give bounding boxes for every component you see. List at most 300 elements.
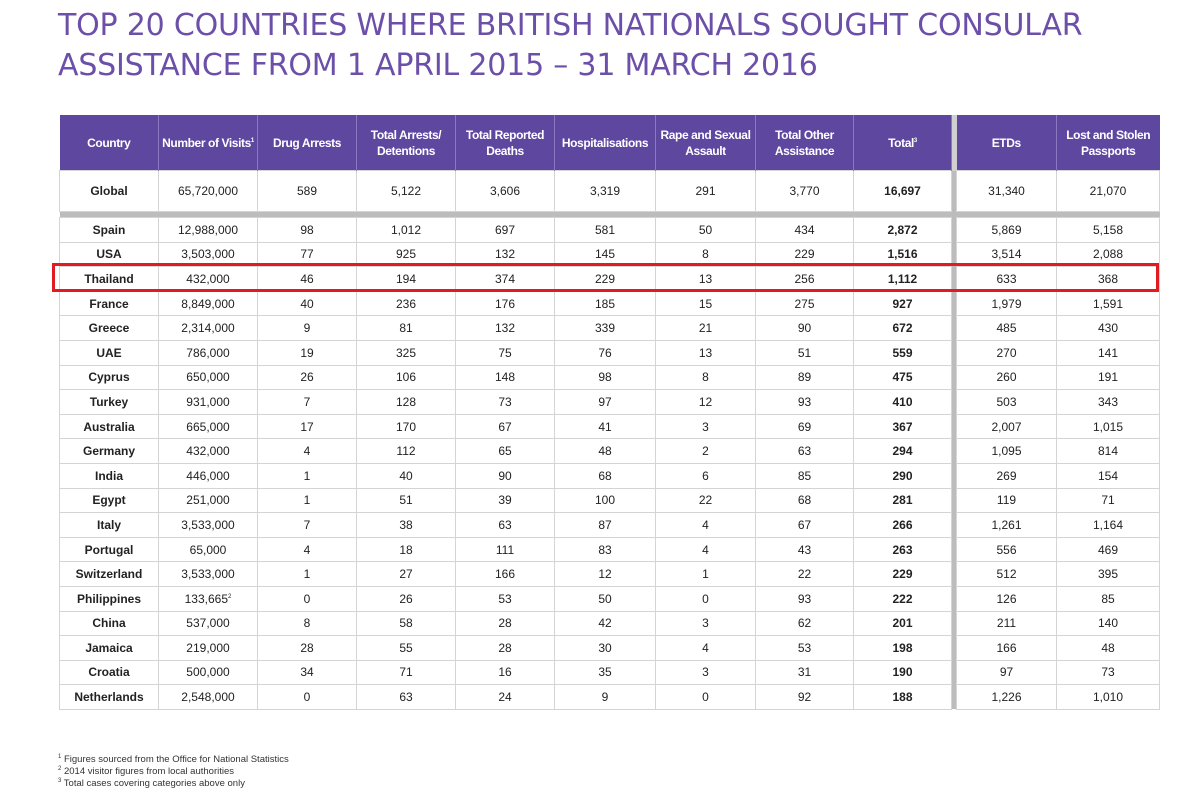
cell-value: 97 xyxy=(999,665,1014,680)
cell-total-other-assistance xyxy=(756,291,854,316)
cell-footnote-mark: 2 xyxy=(228,593,232,600)
cell-lost-and-stolen-passports xyxy=(1057,685,1160,710)
cell-value: Italy xyxy=(96,517,121,532)
footnote-text: Total cases covering categories above only xyxy=(61,778,245,789)
cell-total-other-assistance xyxy=(756,414,854,439)
cell-value: 201 xyxy=(892,616,913,631)
cell-value: 4 xyxy=(702,517,709,532)
table-row-croatia xyxy=(60,660,1160,685)
cell-value: 53 xyxy=(797,640,812,655)
cell-country xyxy=(60,636,159,661)
cell-etds xyxy=(957,685,1057,710)
cell-value: 12,988,000 xyxy=(177,222,239,237)
cell-number-of-visits xyxy=(159,636,258,661)
cell-value: 374 xyxy=(494,271,516,286)
cell-value: 430 xyxy=(1097,321,1119,336)
cell-total-other-assistance xyxy=(756,171,854,212)
header-etds xyxy=(957,115,1057,171)
cell-total xyxy=(854,291,952,316)
cell-value: 1,979 xyxy=(991,296,1022,311)
header-label: Lost and Stolen Passports xyxy=(1066,127,1151,158)
cell-value: 19 xyxy=(300,345,314,360)
cell-total-reported-deaths xyxy=(456,537,555,562)
table-row-egypt xyxy=(60,488,1160,513)
cell-value: Thailand xyxy=(84,271,134,286)
cell-total xyxy=(854,611,952,636)
cell-value: 30 xyxy=(598,640,612,655)
cell-hospitalisations xyxy=(555,586,656,611)
header-total-other-assistance xyxy=(756,115,854,171)
cell-country xyxy=(60,218,159,243)
cell-value: 260 xyxy=(996,370,1017,385)
cell-total-other-assistance xyxy=(756,586,854,611)
cell-total xyxy=(854,316,952,341)
cell-value: 12 xyxy=(598,567,612,582)
cell-country xyxy=(60,291,159,316)
cell-value: 672 xyxy=(892,321,913,336)
cell-value: 503 xyxy=(996,394,1017,409)
cell-country xyxy=(60,513,159,538)
cell-value: 65 xyxy=(498,444,512,459)
cell-number-of-visits xyxy=(159,513,258,538)
header-label: Rape and Sexual Assault xyxy=(660,127,751,158)
cell-value: 89 xyxy=(797,370,812,385)
cell-total-arrests-detentions xyxy=(357,365,456,390)
cell-value: 46 xyxy=(300,271,314,286)
cell-value: 5,122 xyxy=(390,184,422,198)
cell-value: 927 xyxy=(892,296,913,311)
cell-value: 28 xyxy=(498,616,512,631)
header-total xyxy=(854,115,952,171)
page-title xyxy=(58,6,1168,86)
cell-etds xyxy=(957,439,1057,464)
cell-value: Australia xyxy=(83,419,135,434)
cell-total xyxy=(854,218,952,243)
cell-total xyxy=(854,488,952,513)
cell-total-reported-deaths xyxy=(456,562,555,587)
cell-number-of-visits xyxy=(159,562,258,587)
cell-value: 1,112 xyxy=(887,271,918,286)
cell-value: 0 xyxy=(303,690,311,705)
cell-drug-arrests xyxy=(258,611,357,636)
cell-lost-and-stolen-passports xyxy=(1057,439,1160,464)
cell-total xyxy=(854,660,952,685)
cell-etds xyxy=(957,218,1057,243)
cell-value: 3,503,000 xyxy=(181,247,235,262)
cell-value: 368 xyxy=(1097,271,1119,286)
cell-value: 154 xyxy=(1097,468,1119,483)
cell-value: 28 xyxy=(300,640,314,655)
cell-total-arrests-detentions xyxy=(357,340,456,365)
cell-rape-and-sexual-assault xyxy=(656,390,756,415)
cell-total-reported-deaths xyxy=(456,390,555,415)
cell-value: 275 xyxy=(794,296,815,311)
header-rape-and-sexual-assault xyxy=(656,115,756,171)
header-label: Country xyxy=(87,135,131,150)
cell-value: 17 xyxy=(300,419,314,434)
cell-hospitalisations xyxy=(555,218,656,243)
cell-number-of-visits xyxy=(159,316,258,341)
cell-value: 556 xyxy=(996,542,1017,557)
header-number-of-visits xyxy=(159,115,258,171)
cell-value: 219,000 xyxy=(186,640,230,655)
cell-value: 85 xyxy=(1101,591,1115,606)
cell-total-other-assistance xyxy=(756,513,854,538)
cell-hospitalisations xyxy=(555,390,656,415)
cell-value: 0 xyxy=(303,591,311,606)
cell-value: 132 xyxy=(494,321,516,336)
cell-hospitalisations xyxy=(555,340,656,365)
cell-total xyxy=(854,586,952,611)
cell-total-arrests-detentions xyxy=(357,636,456,661)
cell-total-arrests-detentions xyxy=(357,414,456,439)
header-label: Total xyxy=(888,135,914,150)
cell-total xyxy=(854,685,952,710)
cell-total-reported-deaths xyxy=(456,463,555,488)
cell-hospitalisations xyxy=(555,316,656,341)
cell-value: 42 xyxy=(598,616,612,631)
cell-value: 211 xyxy=(996,616,1017,631)
cell-value: 3 xyxy=(702,616,709,631)
cell-value: 8 xyxy=(702,370,709,385)
cell-lost-and-stolen-passports xyxy=(1057,218,1160,243)
table-row-turkey xyxy=(60,390,1160,415)
cell-country xyxy=(60,562,159,587)
cell-etds xyxy=(957,513,1057,538)
cell-total-reported-deaths xyxy=(456,291,555,316)
cell-rape-and-sexual-assault xyxy=(656,291,756,316)
cell-drug-arrests xyxy=(258,365,357,390)
cell-lost-and-stolen-passports xyxy=(1057,636,1160,661)
cell-drug-arrests xyxy=(258,340,357,365)
cell-drug-arrests xyxy=(258,439,357,464)
cell-rape-and-sexual-assault xyxy=(656,562,756,587)
table-row-france xyxy=(60,291,1160,316)
cell-value: 22 xyxy=(698,493,713,508)
cell-total-other-assistance xyxy=(756,488,854,513)
cell-total-reported-deaths xyxy=(456,611,555,636)
cell-value: 73 xyxy=(1101,665,1115,680)
cell-etds xyxy=(957,365,1057,390)
cell-value: 85 xyxy=(797,468,812,483)
cell-number-of-visits xyxy=(159,218,258,243)
cell-value: 13 xyxy=(698,271,713,286)
cell-etds xyxy=(957,488,1057,513)
footnote-mark: 1 xyxy=(58,753,62,760)
footnote-text: Figures sourced from the Office for National Statistics xyxy=(61,754,289,765)
cell-country xyxy=(60,439,159,464)
cell-country xyxy=(60,365,159,390)
cell-country xyxy=(60,586,159,611)
footnote-3 xyxy=(58,778,289,790)
table-row-switzerland xyxy=(60,562,1160,587)
cell-number-of-visits xyxy=(159,390,258,415)
cell-value: 48 xyxy=(598,444,612,459)
cell-value: 367 xyxy=(892,419,913,434)
cell-total-other-assistance xyxy=(756,340,854,365)
cell-value: 581 xyxy=(594,222,616,237)
cell-value: 87 xyxy=(598,517,612,532)
cell-value: 68 xyxy=(598,468,612,483)
cell-etds xyxy=(957,390,1057,415)
cell-lost-and-stolen-passports xyxy=(1057,390,1160,415)
cell-lost-and-stolen-passports xyxy=(1057,611,1160,636)
cell-drug-arrests xyxy=(258,291,357,316)
cell-value: 140 xyxy=(1097,616,1119,631)
cell-value: 263 xyxy=(892,542,913,557)
cell-value: Croatia xyxy=(88,665,130,680)
cell-total-arrests-detentions xyxy=(357,660,456,685)
cell-rape-and-sexual-assault xyxy=(656,340,756,365)
cell-total-reported-deaths xyxy=(456,488,555,513)
cell-value: 8,849,000 xyxy=(181,296,235,311)
cell-value: 469 xyxy=(1097,542,1119,557)
cell-value: 92 xyxy=(797,690,812,705)
cell-hospitalisations xyxy=(555,513,656,538)
header-footnote-mark: 3 xyxy=(913,137,917,144)
cell-value: 281 xyxy=(892,493,913,508)
cell-value: 434 xyxy=(794,222,815,237)
cell-total-reported-deaths xyxy=(456,365,555,390)
header-label: Total Arrests/ Detentions xyxy=(370,127,442,158)
cell-value: 2,872 xyxy=(887,222,918,237)
cell-etds xyxy=(957,316,1057,341)
cell-total xyxy=(854,537,952,562)
cell-value: 63 xyxy=(399,690,413,705)
cell-total xyxy=(854,636,952,661)
header-country xyxy=(60,115,159,171)
header-total-arrests-detentions xyxy=(357,115,456,171)
cell-value: 176 xyxy=(494,296,516,311)
cell-etds xyxy=(957,586,1057,611)
cell-value: 485 xyxy=(996,321,1017,336)
cell-lost-and-stolen-passports xyxy=(1057,414,1160,439)
cell-value: 40 xyxy=(300,296,314,311)
cell-hospitalisations xyxy=(555,636,656,661)
cell-value: 26 xyxy=(399,591,413,606)
cell-value: 222 xyxy=(892,591,913,606)
cell-total-arrests-detentions xyxy=(357,685,456,710)
cell-value: 90 xyxy=(797,321,812,336)
cell-value: 112 xyxy=(396,444,416,459)
cell-value: Global xyxy=(90,184,128,198)
cell-etds xyxy=(957,537,1057,562)
cell-total-other-assistance xyxy=(756,636,854,661)
cell-value: 2,007 xyxy=(991,419,1022,434)
cell-number-of-visits xyxy=(159,660,258,685)
table-row-spain xyxy=(60,218,1160,243)
cell-value: 106 xyxy=(395,370,417,385)
cell-country xyxy=(60,463,159,488)
cell-rape-and-sexual-assault xyxy=(656,513,756,538)
header-total-reported-deaths xyxy=(456,115,555,171)
cell-value: 15 xyxy=(698,296,713,311)
cell-value: 67 xyxy=(797,517,812,532)
cell-value: 270 xyxy=(996,345,1017,360)
cell-value: 432,000 xyxy=(186,444,230,459)
cell-value: 39 xyxy=(498,493,512,508)
cell-value: 166 xyxy=(494,567,516,582)
cell-total-arrests-detentions xyxy=(357,586,456,611)
cell-hospitalisations xyxy=(555,611,656,636)
cell-value: 4 xyxy=(303,542,311,557)
cell-value: 126 xyxy=(996,591,1017,606)
cell-rape-and-sexual-assault xyxy=(656,660,756,685)
cell-rape-and-sexual-assault xyxy=(656,171,756,212)
cell-value: 2,314,000 xyxy=(181,321,235,336)
cell-value: 559 xyxy=(892,345,913,360)
cell-total-arrests-detentions xyxy=(357,488,456,513)
cell-total-other-assistance xyxy=(756,390,854,415)
cell-total-reported-deaths xyxy=(456,316,555,341)
table-header-row xyxy=(60,115,1160,171)
cell-value: 198 xyxy=(892,640,913,655)
cell-total-reported-deaths xyxy=(456,218,555,243)
cell-value: 343 xyxy=(1097,394,1119,409)
cell-number-of-visits xyxy=(159,488,258,513)
cell-number-of-visits xyxy=(159,340,258,365)
cell-value: 2,548,000 xyxy=(181,690,235,705)
cell-rape-and-sexual-assault xyxy=(656,439,756,464)
cell-total-other-assistance xyxy=(756,439,854,464)
cell-rape-and-sexual-assault xyxy=(656,537,756,562)
cell-total-reported-deaths xyxy=(456,513,555,538)
cell-value: 2 xyxy=(702,444,709,459)
cell-total-reported-deaths xyxy=(456,414,555,439)
cell-value: 7 xyxy=(303,517,311,532)
cell-country xyxy=(60,611,159,636)
cell-value: 71 xyxy=(399,665,413,680)
cell-total-reported-deaths xyxy=(456,171,555,212)
cell-total-reported-deaths xyxy=(456,685,555,710)
cell-number-of-visits xyxy=(159,414,258,439)
cell-value: 67 xyxy=(498,419,512,434)
cell-value: 141 xyxy=(1097,345,1119,360)
cell-value: 697 xyxy=(494,222,516,237)
cell-value: 3 xyxy=(702,665,709,680)
cell-value: 1 xyxy=(303,567,311,582)
cell-value: 294 xyxy=(892,444,913,459)
cell-country xyxy=(60,340,159,365)
cell-value: 24 xyxy=(498,690,512,705)
cell-value: Germany xyxy=(82,444,136,459)
cell-value: 31 xyxy=(797,665,812,680)
cell-value: 73 xyxy=(498,394,512,409)
cell-drug-arrests xyxy=(258,414,357,439)
consular-assistance-table xyxy=(59,115,1160,710)
cell-total xyxy=(854,562,952,587)
cell-value: 236 xyxy=(395,296,417,311)
cell-value: 41 xyxy=(598,419,612,434)
cell-value: 4 xyxy=(702,640,709,655)
cell-value: 65,720,000 xyxy=(177,184,239,198)
cell-etds xyxy=(957,660,1057,685)
header-label: ETDs xyxy=(991,135,1021,150)
cell-value: 5,869 xyxy=(991,222,1022,237)
cell-value: 111 xyxy=(495,542,515,557)
cell-value: 27 xyxy=(399,567,413,582)
cell-value: 229 xyxy=(594,271,616,286)
cell-drug-arrests xyxy=(258,562,357,587)
cell-value: 650,000 xyxy=(186,370,230,385)
cell-country xyxy=(60,685,159,710)
footnote-2 xyxy=(58,766,289,778)
cell-value: 8 xyxy=(303,616,311,631)
cell-value: 4 xyxy=(303,444,311,459)
cell-total-arrests-detentions xyxy=(357,218,456,243)
header-footnote-mark: 1 xyxy=(250,137,254,144)
cell-hospitalisations xyxy=(555,365,656,390)
cell-drug-arrests xyxy=(258,513,357,538)
cell-value: 38 xyxy=(399,517,413,532)
cell-etds xyxy=(957,340,1057,365)
cell-value: 55 xyxy=(399,640,413,655)
cell-value: 1,015 xyxy=(1092,419,1124,434)
cell-value: 90 xyxy=(498,468,512,483)
cell-total xyxy=(854,365,952,390)
cell-number-of-visits xyxy=(159,365,258,390)
cell-value: 1,226 xyxy=(991,690,1022,705)
cell-value: 34 xyxy=(300,665,314,680)
cell-value: 8 xyxy=(702,247,709,262)
cell-value: Greece xyxy=(88,321,130,336)
cell-etds xyxy=(957,414,1057,439)
cell-lost-and-stolen-passports xyxy=(1057,488,1160,513)
cell-total-arrests-detentions xyxy=(357,439,456,464)
cell-lost-and-stolen-passports xyxy=(1057,316,1160,341)
header-label: Drug Arrests xyxy=(272,135,342,150)
cell-value: Cyprus xyxy=(88,370,130,385)
cell-value: Netherlands xyxy=(74,690,144,705)
cell-value: 194 xyxy=(395,271,417,286)
cell-value: 1,164 xyxy=(1092,517,1124,532)
cell-value: 28 xyxy=(498,640,512,655)
cell-value: 475 xyxy=(892,370,913,385)
cell-value: 97 xyxy=(598,394,612,409)
cell-total-arrests-detentions xyxy=(357,390,456,415)
cell-value: 931,000 xyxy=(186,394,230,409)
table-row-china xyxy=(60,611,1160,636)
cell-value: Philippines xyxy=(76,591,141,606)
cell-drug-arrests xyxy=(258,316,357,341)
cell-value: Switzerland xyxy=(75,567,143,582)
cell-value: 432,000 xyxy=(186,271,230,286)
cell-lost-and-stolen-passports xyxy=(1057,586,1160,611)
cell-total-other-assistance xyxy=(756,218,854,243)
cell-drug-arrests xyxy=(258,390,357,415)
cell-total-reported-deaths xyxy=(456,340,555,365)
cell-value: 48 xyxy=(1101,640,1115,655)
cell-value: 3,533,000 xyxy=(181,517,235,532)
cell-value: 31,340 xyxy=(988,184,1025,198)
cell-rape-and-sexual-assault xyxy=(656,488,756,513)
cell-value: 43 xyxy=(797,542,812,557)
cell-total-arrests-detentions xyxy=(357,562,456,587)
cell-value: 63 xyxy=(498,517,512,532)
header-lost-and-stolen-passports xyxy=(1057,115,1160,171)
cell-rape-and-sexual-assault xyxy=(656,414,756,439)
cell-value: 26 xyxy=(300,370,314,385)
cell-lost-and-stolen-passports xyxy=(1057,291,1160,316)
cell-value: 7 xyxy=(303,394,311,409)
cell-value: 1,261 xyxy=(991,517,1022,532)
cell-total xyxy=(854,340,952,365)
cell-hospitalisations xyxy=(555,660,656,685)
cell-value: 229 xyxy=(892,567,913,582)
footnote-mark: 2 xyxy=(58,765,62,772)
cell-lost-and-stolen-passports xyxy=(1057,537,1160,562)
cell-total xyxy=(854,463,952,488)
